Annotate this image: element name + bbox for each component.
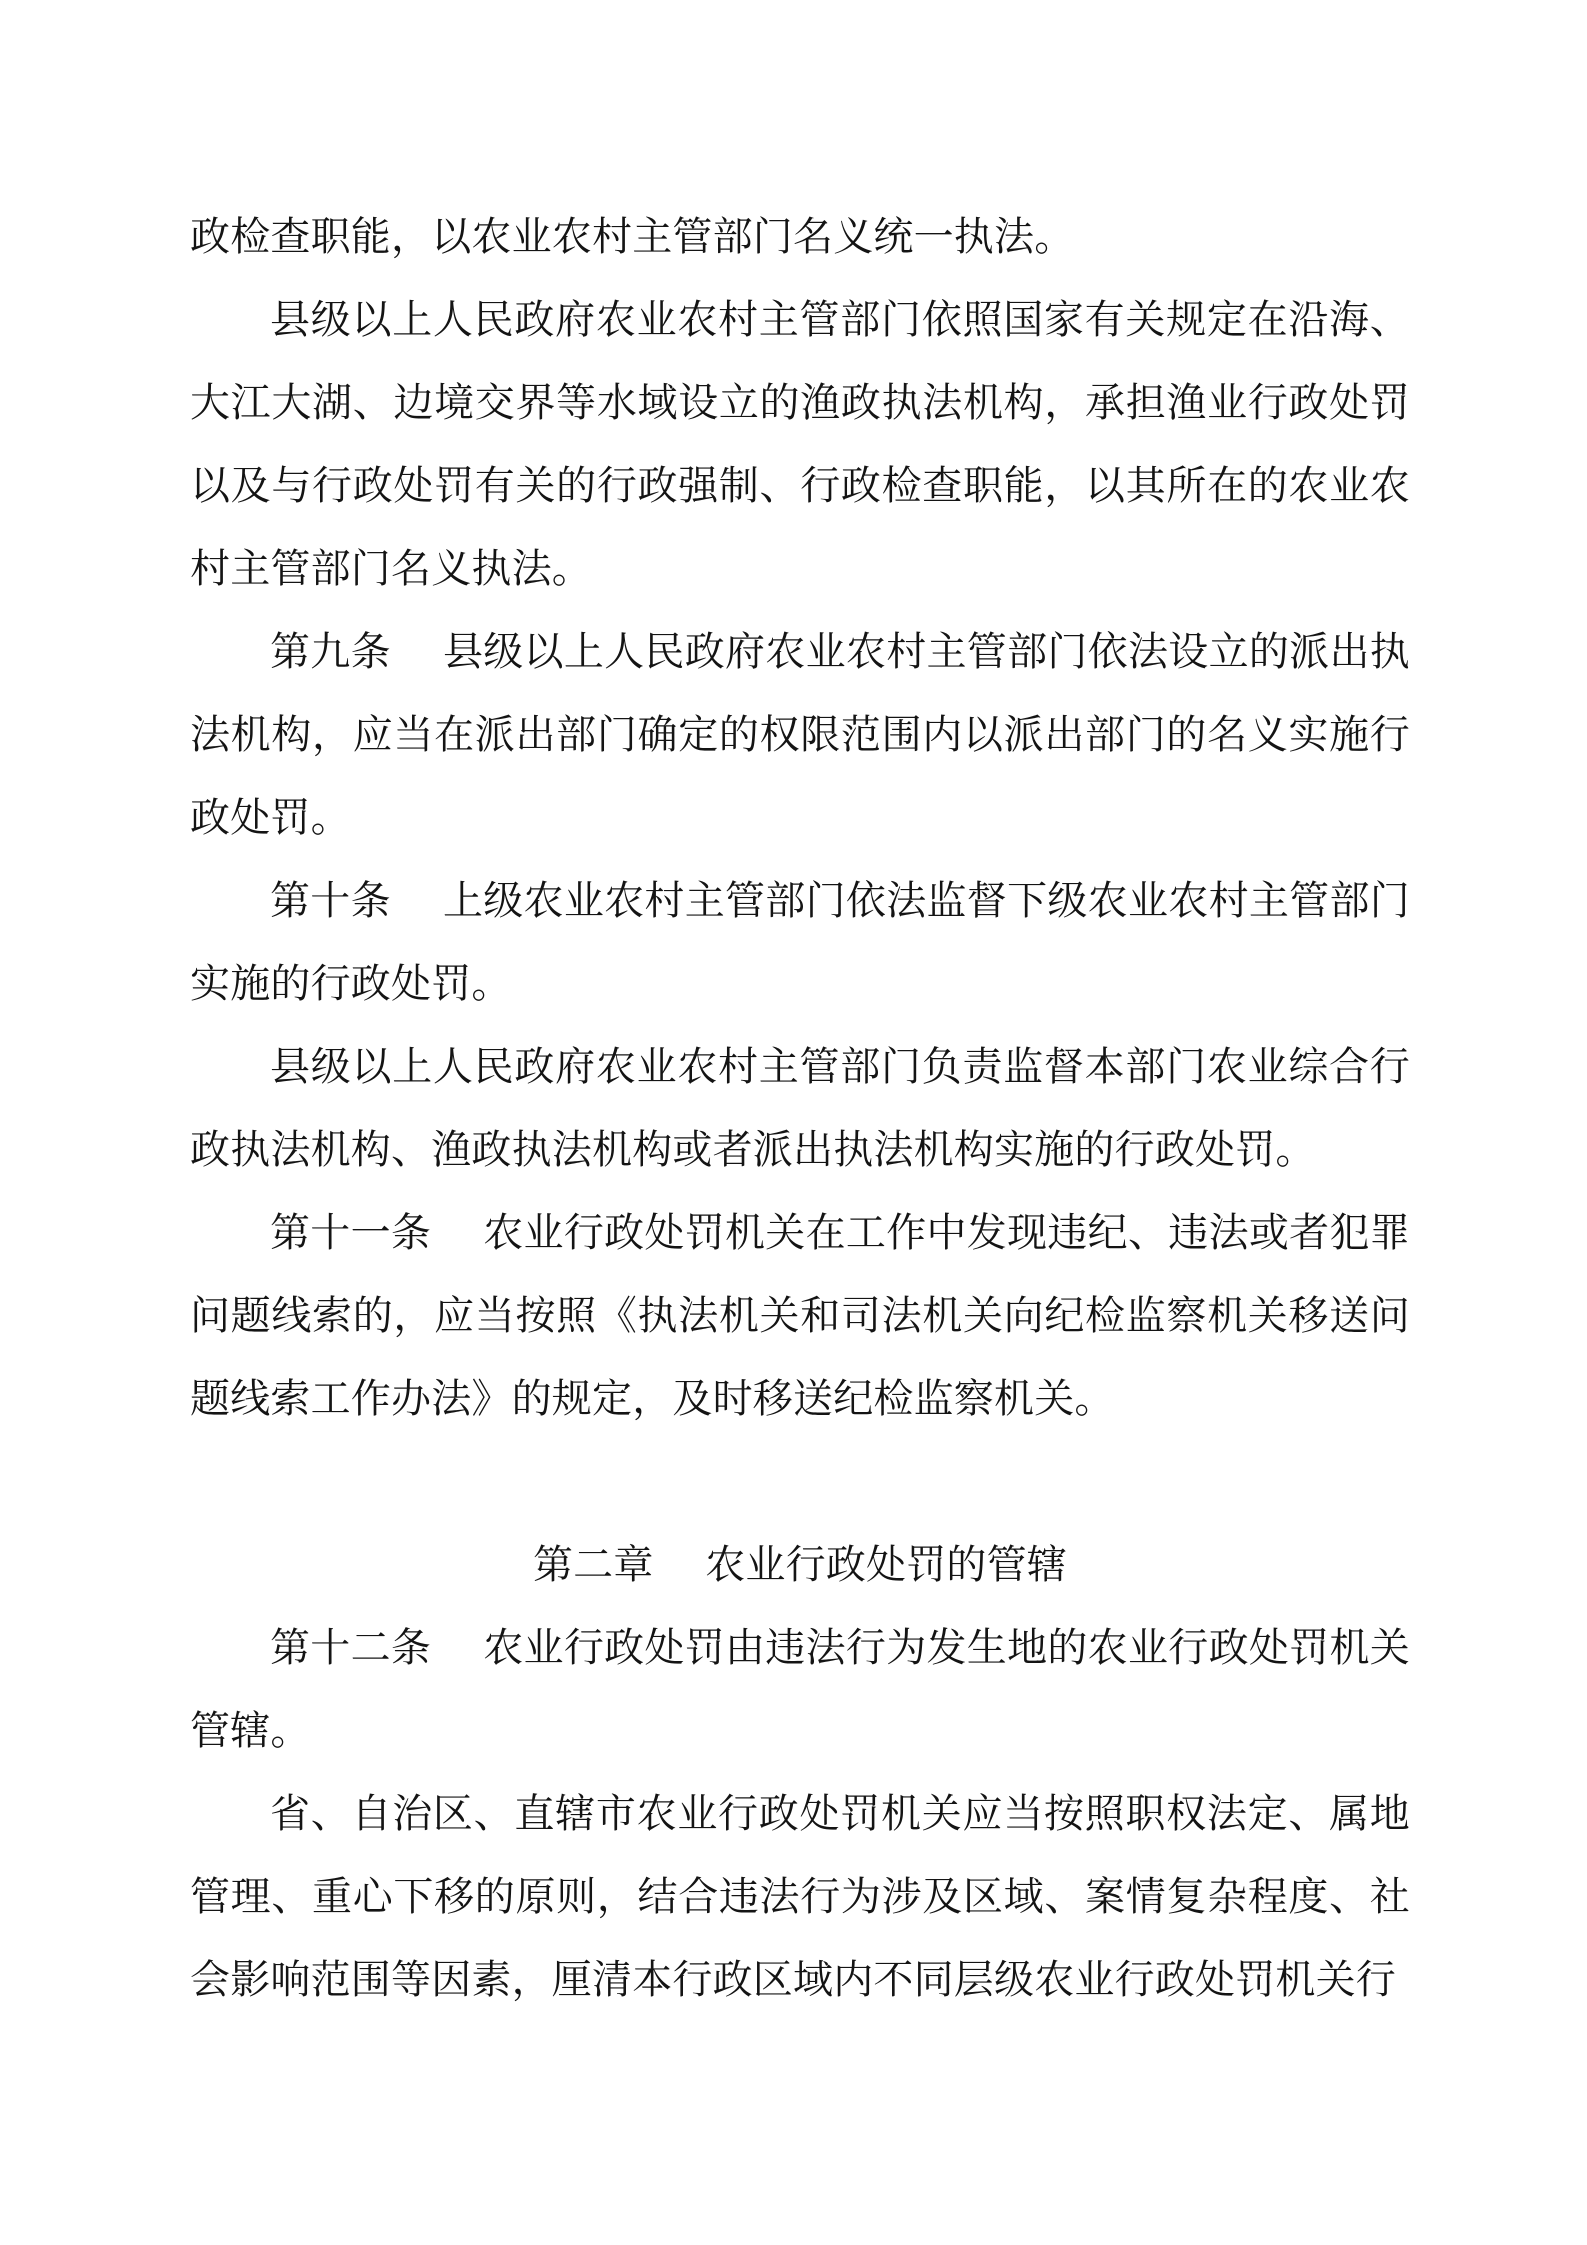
article-number: 第九条 xyxy=(270,629,391,675)
document-body xyxy=(190,196,1410,2022)
article-text: 上级农业农村主管部门依法监督下级农业农村主管部门实施的行政处罚。 xyxy=(190,878,1410,1007)
article-11 xyxy=(190,1192,1410,1441)
paragraph-supervision xyxy=(190,1026,1410,1192)
paragraph-text: 政检查职能，以农业农村主管部门名义统一执法。 xyxy=(190,214,1075,260)
paragraph-jurisdiction xyxy=(190,1773,1410,2022)
article-9 xyxy=(190,611,1410,860)
article-number: 第十二条 xyxy=(270,1625,432,1671)
paragraph-text: 省、自治区、直辖市农业行政处罚机关应当按照职权法定、属地管理、重心下移的原则，结合违法行为涉及区域、案情复杂程度、社会影响范围等因素，厘清本行政区域内不同层级农业行政处罚机关行 xyxy=(190,1791,1410,2003)
article-text: 县级以上人民政府农业农村主管部门依法设立的派出执法机构，应当在派出部门确定的权限范围内以派出部门的名义实施行政处罚。 xyxy=(190,629,1410,841)
article-number: 第十条 xyxy=(270,878,391,924)
chapter-heading xyxy=(190,1524,1410,1607)
article-text: 农业行政处罚由违法行为发生地的农业行政处罚机关管辖。 xyxy=(190,1625,1410,1754)
chapter-number: 第二章 xyxy=(532,1542,654,1588)
article-text: 农业行政处罚机关在工作中发现违纪、违法或者犯罪问题线索的，应当按照《执法机关和司法机关向纪检监察机关移送问题线索工作办法》的规定，及时移送纪检监察机关。 xyxy=(190,1210,1410,1422)
paragraph-text: 县级以上人民政府农业农村主管部门负责监督本部门农业综合行政执法机构、渔政执法机构或者派出执法机构实施的行政处罚。 xyxy=(190,1044,1410,1173)
paragraph-text: 县级以上人民政府农业农村主管部门依照国家有关规定在沿海、大江大湖、边境交界等水域设立的渔政执法机构，承担渔业行政处罚以及与行政处罚有关的行政强制、行政检查职能，以其所在的农业农村主管部门名义执法。 xyxy=(190,297,1410,592)
chapter-spacer xyxy=(190,1441,1410,1524)
article-12 xyxy=(190,1607,1410,1773)
paragraph-fishery-enforcement xyxy=(190,279,1410,611)
article-number: 第十一条 xyxy=(270,1210,432,1256)
article-10 xyxy=(190,860,1410,1026)
chapter-title: 农业行政处罚的管辖 xyxy=(705,1542,1068,1588)
paragraph-continuation xyxy=(190,196,1410,279)
